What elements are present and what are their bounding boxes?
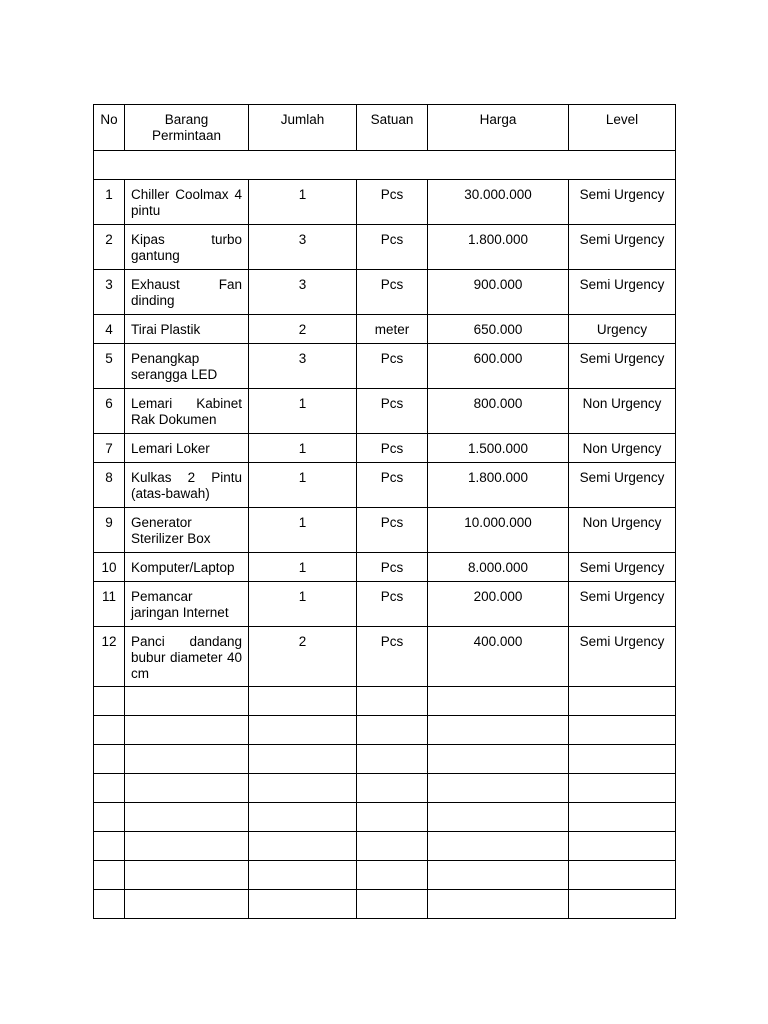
empty-cell (94, 745, 125, 774)
empty-cell (428, 716, 569, 745)
cell-jumlah: 1 (249, 434, 357, 463)
empty-cell (94, 890, 125, 919)
empty-cell (569, 687, 676, 716)
table-row (94, 463, 676, 508)
empty-cell (569, 890, 676, 919)
table-row (94, 389, 676, 434)
empty-row (94, 890, 676, 919)
empty-row (94, 774, 676, 803)
header-harga: Harga (428, 105, 569, 151)
cell-jumlah: 1 (249, 463, 357, 508)
cell-barang: Panci dandang bubur diameter 40 cm (125, 627, 249, 687)
cell-satuan: Pcs (357, 344, 428, 389)
header-satuan: Satuan (357, 105, 428, 151)
cell-harga: 1.800.000 (428, 225, 569, 270)
empty-row (94, 832, 676, 861)
cell-no: 12 (94, 627, 125, 687)
cell-barang: Lemari Loker (125, 434, 249, 463)
cell-satuan: Pcs (357, 553, 428, 582)
spacer-row (94, 151, 676, 180)
empty-cell (357, 861, 428, 890)
empty-cell (94, 832, 125, 861)
empty-cell (428, 803, 569, 832)
cell-harga: 200.000 (428, 582, 569, 627)
cell-jumlah: 1 (249, 582, 357, 627)
cell-harga: 10.000.000 (428, 508, 569, 553)
empty-cell (94, 774, 125, 803)
table-row (94, 582, 676, 627)
empty-cell (357, 745, 428, 774)
empty-cell (569, 861, 676, 890)
cell-barang: Kulkas 2 Pintu (atas-bawah) (125, 463, 249, 508)
empty-cell (249, 716, 357, 745)
empty-cell (428, 774, 569, 803)
empty-cell (428, 861, 569, 890)
empty-cell (125, 745, 249, 774)
table-row (94, 344, 676, 389)
empty-cell (125, 861, 249, 890)
table-row (94, 225, 676, 270)
empty-cell (428, 687, 569, 716)
cell-barang: Chiller Coolmax 4 pintu (125, 180, 249, 225)
cell-no: 4 (94, 315, 125, 344)
empty-cell (94, 687, 125, 716)
empty-cell (125, 832, 249, 861)
cell-satuan: Pcs (357, 434, 428, 463)
empty-cell (249, 745, 357, 774)
empty-cell (249, 832, 357, 861)
empty-cell (357, 890, 428, 919)
header-no: No (94, 105, 125, 151)
empty-cell (357, 832, 428, 861)
cell-no: 5 (94, 344, 125, 389)
empty-cell (357, 716, 428, 745)
empty-cell (249, 687, 357, 716)
cell-harga: 8.000.000 (428, 553, 569, 582)
header-level: Level (569, 105, 676, 151)
cell-level: Semi Urgency (569, 582, 676, 627)
cell-barang: Komputer/Laptop (125, 553, 249, 582)
cell-harga: 400.000 (428, 627, 569, 687)
cell-satuan: Pcs (357, 582, 428, 627)
empty-cell (569, 716, 676, 745)
cell-barang: Generator Sterilizer Box (125, 508, 249, 553)
cell-barang: Pemancar jaringan Internet (125, 582, 249, 627)
empty-row (94, 716, 676, 745)
cell-no: 11 (94, 582, 125, 627)
cell-no: 1 (94, 180, 125, 225)
empty-cell (569, 745, 676, 774)
table-row (94, 627, 676, 687)
cell-barang: Kipas turbo gantung (125, 225, 249, 270)
cell-satuan: Pcs (357, 389, 428, 434)
table-row (94, 180, 676, 225)
cell-barang: Exhaust Fan dinding (125, 270, 249, 315)
cell-satuan: Pcs (357, 627, 428, 687)
cell-satuan: Pcs (357, 508, 428, 553)
empty-cell (125, 774, 249, 803)
empty-row (94, 803, 676, 832)
table-row (94, 270, 676, 315)
empty-cell (428, 745, 569, 774)
empty-cell (357, 774, 428, 803)
empty-cell (357, 803, 428, 832)
cell-no: 9 (94, 508, 125, 553)
empty-cell (428, 890, 569, 919)
empty-cell (125, 716, 249, 745)
empty-cell (569, 774, 676, 803)
cell-no: 8 (94, 463, 125, 508)
table-row (94, 553, 676, 582)
cell-level: Semi Urgency (569, 270, 676, 315)
cell-level: Semi Urgency (569, 627, 676, 687)
cell-level: Semi Urgency (569, 553, 676, 582)
cell-level: Non Urgency (569, 389, 676, 434)
empty-cell (125, 803, 249, 832)
empty-cell (94, 716, 125, 745)
cell-harga: 650.000 (428, 315, 569, 344)
empty-cell (569, 803, 676, 832)
header-barang: Barang Permintaan (125, 105, 249, 151)
cell-harga: 800.000 (428, 389, 569, 434)
cell-barang: Penangkap serangga LED (125, 344, 249, 389)
cell-harga: 900.000 (428, 270, 569, 315)
cell-jumlah: 2 (249, 315, 357, 344)
cell-harga: 1.500.000 (428, 434, 569, 463)
empty-cell (249, 890, 357, 919)
table-row (94, 434, 676, 463)
header-row (94, 105, 676, 151)
empty-row (94, 861, 676, 890)
cell-no: 10 (94, 553, 125, 582)
cell-level: Non Urgency (569, 508, 676, 553)
request-table (93, 104, 676, 919)
empty-cell (249, 774, 357, 803)
cell-no: 2 (94, 225, 125, 270)
cell-satuan: Pcs (357, 225, 428, 270)
cell-level: Semi Urgency (569, 180, 676, 225)
cell-jumlah: 3 (249, 270, 357, 315)
empty-cell (569, 832, 676, 861)
empty-cell (94, 861, 125, 890)
empty-row (94, 745, 676, 774)
cell-satuan: Pcs (357, 180, 428, 225)
table-row (94, 508, 676, 553)
cell-barang: Tirai Plastik (125, 315, 249, 344)
cell-jumlah: 1 (249, 389, 357, 434)
cell-harga: 30.000.000 (428, 180, 569, 225)
cell-level: Semi Urgency (569, 225, 676, 270)
cell-level: Semi Urgency (569, 344, 676, 389)
empty-cell (357, 687, 428, 716)
empty-cell (428, 832, 569, 861)
cell-harga: 600.000 (428, 344, 569, 389)
empty-cell (249, 861, 357, 890)
cell-satuan: meter (357, 315, 428, 344)
cell-no: 7 (94, 434, 125, 463)
cell-jumlah: 3 (249, 225, 357, 270)
cell-jumlah: 2 (249, 627, 357, 687)
cell-jumlah: 1 (249, 508, 357, 553)
empty-row (94, 687, 676, 716)
cell-no: 6 (94, 389, 125, 434)
empty-cell (125, 890, 249, 919)
table-row (94, 315, 676, 344)
cell-jumlah: 1 (249, 180, 357, 225)
cell-jumlah: 3 (249, 344, 357, 389)
cell-level: Semi Urgency (569, 463, 676, 508)
cell-level: Urgency (569, 315, 676, 344)
spacer-cell (94, 151, 676, 180)
cell-level: Non Urgency (569, 434, 676, 463)
cell-harga: 1.800.000 (428, 463, 569, 508)
cell-satuan: Pcs (357, 463, 428, 508)
cell-no: 3 (94, 270, 125, 315)
cell-barang: Lemari Kabinet Rak Dokumen (125, 389, 249, 434)
empty-cell (125, 687, 249, 716)
cell-jumlah: 1 (249, 553, 357, 582)
header-jumlah: Jumlah (249, 105, 357, 151)
empty-cell (249, 803, 357, 832)
empty-cell (94, 803, 125, 832)
cell-satuan: Pcs (357, 270, 428, 315)
